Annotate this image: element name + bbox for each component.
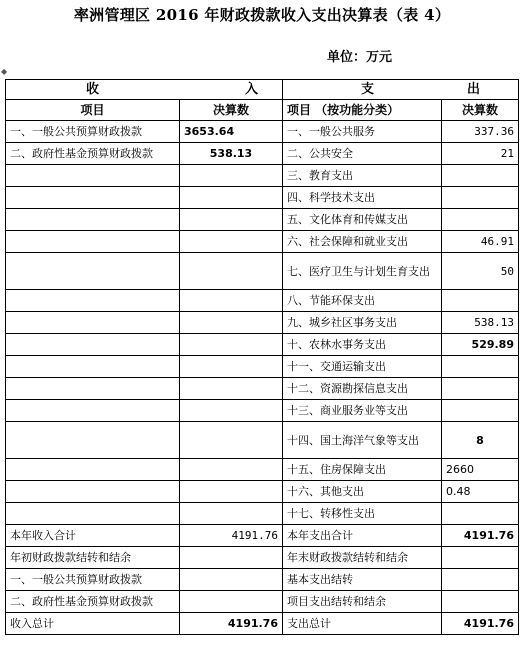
- expense-item-cell: 六、社会保障和就业支出: [283, 231, 442, 253]
- income-amount-cell: [180, 334, 283, 356]
- col-header-amount-2: 决算数: [442, 100, 519, 121]
- expense-amount-cell: 4191.76: [442, 525, 519, 547]
- table-row: [6, 165, 519, 187]
- income-amount-cell: [180, 547, 283, 569]
- income-amount-cell: [180, 422, 283, 459]
- table-row: [6, 356, 519, 378]
- expense-amount-cell: 21: [442, 143, 519, 165]
- income-item-cell: [6, 312, 180, 334]
- income-amount-cell: [180, 356, 283, 378]
- table-row: [6, 400, 519, 422]
- col-header-item-func: 项目 （按功能分类）: [283, 100, 442, 121]
- income-item-cell: 一、一般公共预算财政拨款: [6, 569, 180, 591]
- income-amount-cell: 4191.76: [180, 613, 283, 635]
- expense-item-cell: 九、城乡社区事务支出: [283, 312, 442, 334]
- table-row: [6, 187, 519, 209]
- income-item-cell: [6, 231, 180, 253]
- expense-item-cell: 四、科学技术支出: [283, 187, 442, 209]
- income-item-cell: 一、一般公共预算财政拨款: [6, 121, 180, 143]
- expense-header-char-2: 出: [466, 82, 480, 97]
- anchor-marker: ◆: [1, 67, 8, 76]
- income-item-cell: [6, 290, 180, 312]
- income-amount-cell: [180, 400, 283, 422]
- col-header-amount: 决算数: [180, 100, 283, 121]
- income-item-cell: 二、政府性基金预算财政拨款: [6, 591, 180, 613]
- expense-item-cell: 八、节能环保支出: [283, 290, 442, 312]
- table-row: [6, 547, 519, 569]
- expense-section-header: [283, 80, 519, 100]
- expense-amount-cell: [442, 290, 519, 312]
- income-item-cell: [6, 459, 180, 481]
- income-item-cell: [6, 481, 180, 503]
- income-amount-cell: [180, 290, 283, 312]
- income-amount-cell: 3653.64: [180, 121, 283, 143]
- table-row: [6, 503, 519, 525]
- income-item-cell: 本年收入合计: [6, 525, 180, 547]
- table-row: [6, 591, 519, 613]
- expense-amount-cell: 538.13: [442, 312, 519, 334]
- income-item-cell: [6, 356, 180, 378]
- income-amount-cell: [180, 253, 283, 290]
- table-row: [6, 378, 519, 400]
- expense-item-cell: 二、公共安全: [283, 143, 442, 165]
- expense-amount-cell: [442, 209, 519, 231]
- expense-item-cell: 本年支出合计: [283, 525, 442, 547]
- income-amount-cell: [180, 569, 283, 591]
- expense-amount-cell: 529.89: [442, 334, 519, 356]
- expense-amount-cell: 2660: [442, 459, 519, 481]
- expense-item-cell: 七、医疗卫生与计划生育支出: [283, 253, 442, 290]
- table-row: [6, 253, 519, 290]
- expense-item-cell: 一、一般公共服务: [283, 121, 442, 143]
- expense-amount-cell: 337.36: [442, 121, 519, 143]
- income-item-cell: [6, 400, 180, 422]
- expense-item-cell: 支出总计: [283, 613, 442, 635]
- expense-amount-cell: 50: [442, 253, 519, 290]
- expense-item-cell: 项目支出结转和结余: [283, 591, 442, 613]
- expense-amount-cell: [442, 165, 519, 187]
- income-item-cell: [6, 165, 180, 187]
- table-row: [6, 481, 519, 503]
- income-amount-cell: [180, 503, 283, 525]
- expense-amount-cell: [442, 356, 519, 378]
- col-header-item: 项目: [6, 100, 180, 121]
- table-row: [6, 569, 519, 591]
- table-body: [6, 121, 519, 635]
- expense-amount-cell: [442, 569, 519, 591]
- income-amount-cell: [180, 312, 283, 334]
- expense-amount-cell: [442, 378, 519, 400]
- expense-item-cell: 三、教育支出: [283, 165, 442, 187]
- income-amount-cell: 4191.76: [180, 525, 283, 547]
- expense-amount-cell: 4191.76: [442, 613, 519, 635]
- income-amount-cell: [180, 165, 283, 187]
- expense-item-cell: 十六、其他支出: [283, 481, 442, 503]
- table-row: [6, 121, 519, 143]
- table-row: [6, 209, 519, 231]
- expense-amount-cell: [442, 503, 519, 525]
- expense-item-cell: 十二、资源勘探信息支出: [283, 378, 442, 400]
- income-item-cell: [6, 253, 180, 290]
- expense-item-cell: 基本支出结转: [283, 569, 442, 591]
- expense-amount-cell: 0.48: [442, 481, 519, 503]
- table-row: [6, 422, 519, 459]
- expense-header-char-1: 支: [361, 82, 375, 97]
- page-title: 率洲管理区 2016 年财政拨款收入支出决算表（表 4）: [73, 6, 451, 24]
- income-amount-cell: [180, 378, 283, 400]
- expense-amount-cell: 46.91: [442, 231, 519, 253]
- expense-amount-cell: 8: [442, 422, 519, 459]
- income-amount-cell: 538.13: [180, 143, 283, 165]
- income-item-cell: [6, 334, 180, 356]
- income-item-cell: [6, 378, 180, 400]
- income-amount-cell: [180, 591, 283, 613]
- table-row: [6, 459, 519, 481]
- expense-amount-cell: [442, 400, 519, 422]
- income-amount-cell: [180, 459, 283, 481]
- expense-amount-cell: [442, 187, 519, 209]
- table-row: [6, 231, 519, 253]
- income-item-cell: [6, 187, 180, 209]
- budget-table: [5, 79, 519, 635]
- table-row: [6, 334, 519, 356]
- unit-label: 单位：万元: [327, 50, 393, 65]
- expense-item-cell: 十三、商业服务业等支出: [283, 400, 442, 422]
- expense-amount-cell: [442, 547, 519, 569]
- income-amount-cell: [180, 209, 283, 231]
- income-header-char-2: 入: [244, 82, 258, 97]
- income-item-cell: [6, 422, 180, 459]
- table-row: [6, 613, 519, 635]
- expense-item-cell: 十、农林水事务支出: [283, 334, 442, 356]
- income-amount-cell: [180, 481, 283, 503]
- table-row: [6, 143, 519, 165]
- income-header-char-1: 收: [86, 82, 100, 97]
- income-item-cell: 收入总计: [6, 613, 180, 635]
- section-header-row: [6, 80, 519, 100]
- table-row: [6, 290, 519, 312]
- income-section-header: [6, 80, 283, 100]
- income-item-cell: 二、政府性基金预算财政拨款: [6, 143, 180, 165]
- income-amount-cell: [180, 231, 283, 253]
- expense-item-cell: 十四、国土海洋气象等支出: [283, 422, 442, 459]
- expense-amount-cell: [442, 591, 519, 613]
- income-item-cell: [6, 209, 180, 231]
- expense-item-cell: 十一、交通运输支出: [283, 356, 442, 378]
- expense-item-cell: 十五、住房保障支出: [283, 459, 442, 481]
- table-row: [6, 312, 519, 334]
- income-item-cell: 年初财政拨款结转和结余: [6, 547, 180, 569]
- expense-item-cell: 年末财政拨款结转和结余: [283, 547, 442, 569]
- expense-item-cell: 十七、转移性支出: [283, 503, 442, 525]
- income-item-cell: [6, 503, 180, 525]
- income-amount-cell: [180, 187, 283, 209]
- expense-item-cell: 五、文化体育和传媒支出: [283, 209, 442, 231]
- table-row: [6, 525, 519, 547]
- column-header-row: [6, 100, 519, 121]
